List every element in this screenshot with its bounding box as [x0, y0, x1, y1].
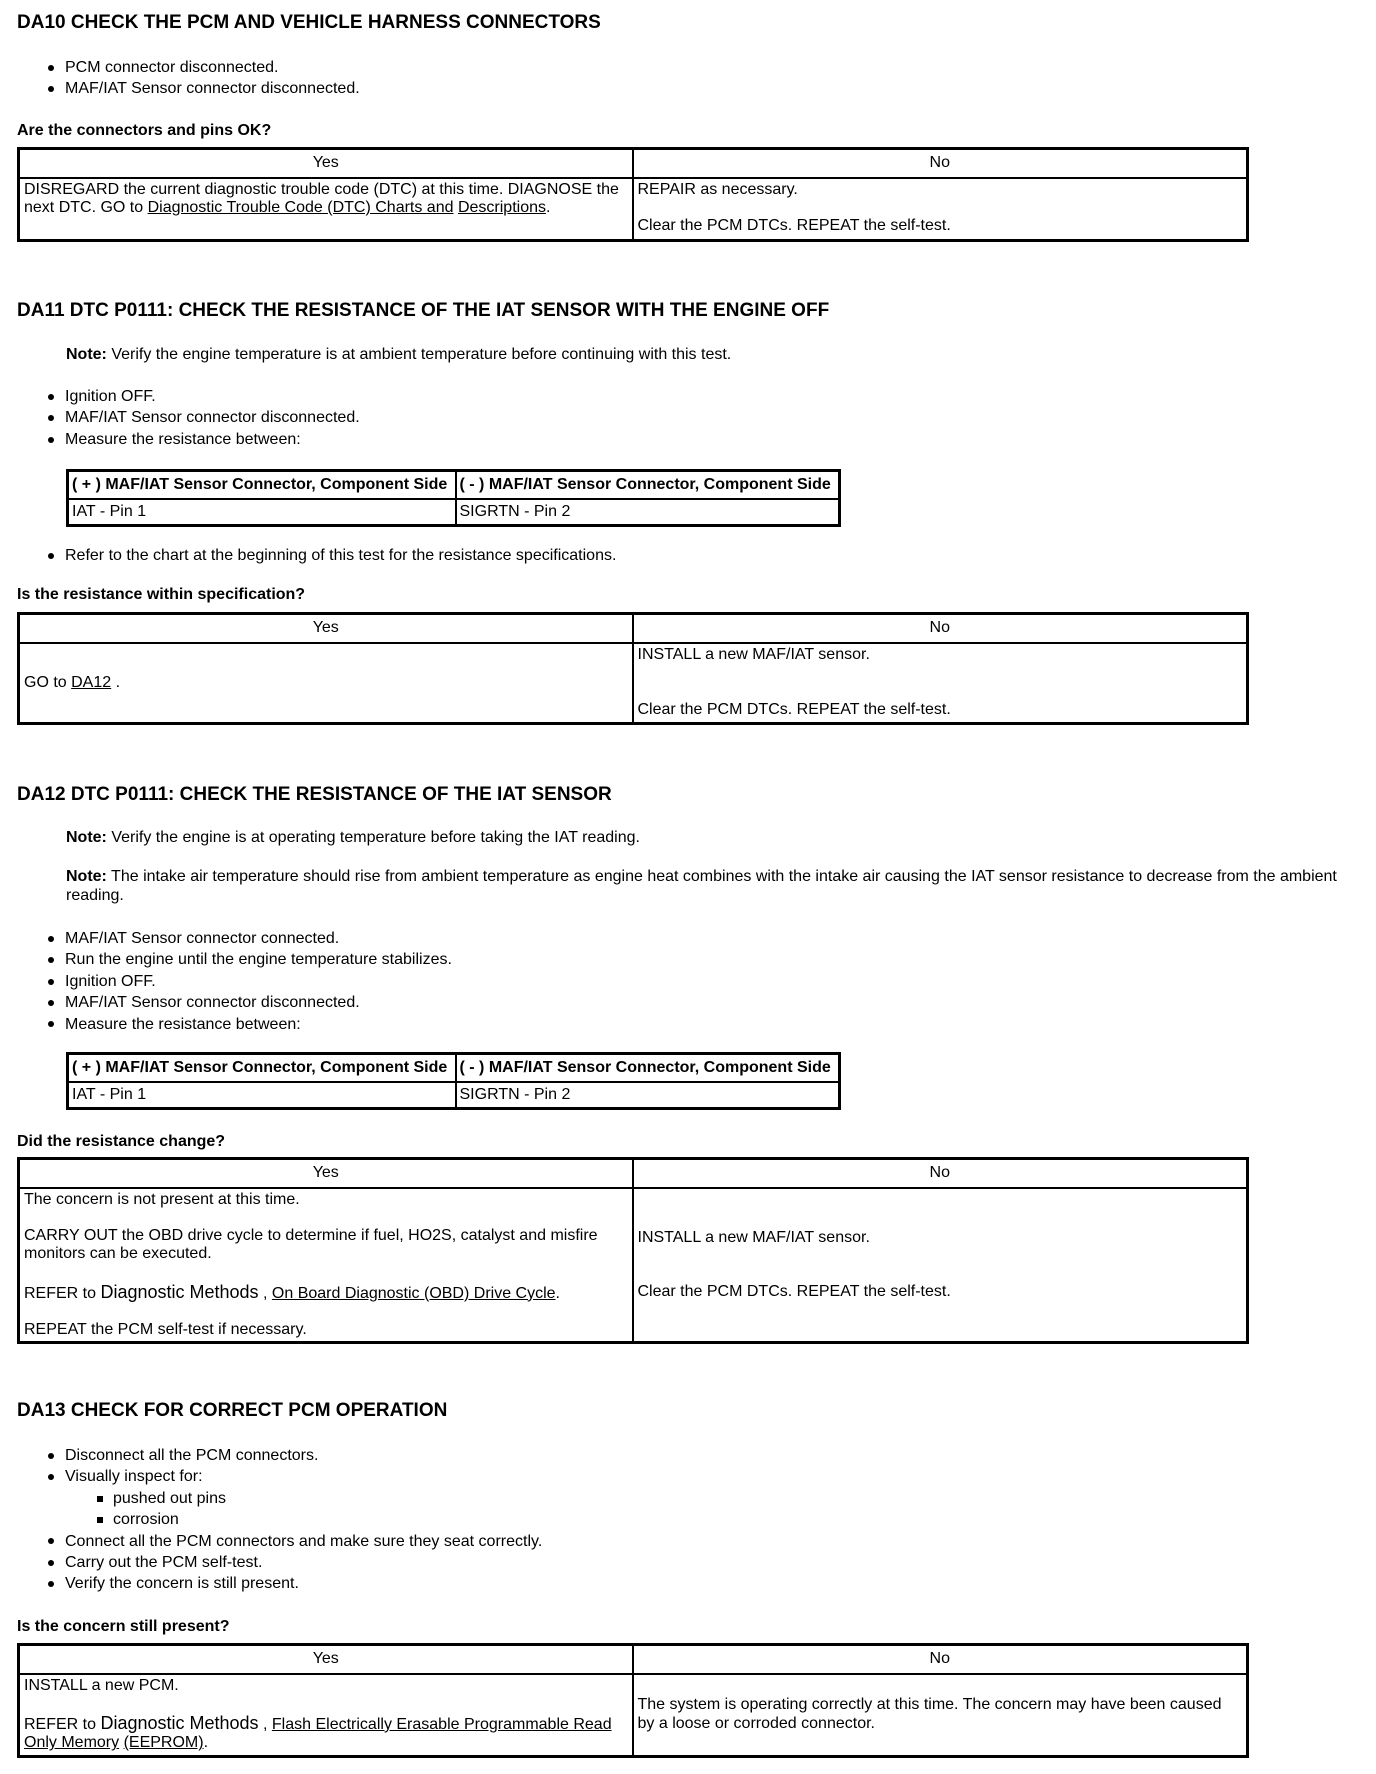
cell-paragraph: The system is operating correctly at this time. The concern may have been caused by a loose or corroded connector. — [637, 1696, 1222, 1732]
step-list-da11-after — [0, 545, 1376, 566]
negative-lead-header: ( - ) MAF/IAT Sensor Connector, Component Side — [456, 1054, 840, 1082]
no-header: No — [633, 614, 1248, 643]
list-item: MAF/IAT Sensor connector disconnected. — [0, 78, 1376, 99]
sub-list-item: corrosion — [0, 1509, 1376, 1530]
negative-lead-pin: SIGRTN - Pin 2 — [456, 1082, 840, 1109]
punctuation: . — [111, 673, 121, 691]
flash-eeprom-link[interactable]: Flash Electrically Erasable Programmable Read Only Memory — [24, 1715, 612, 1752]
sub-list-item: pushed out pins — [0, 1488, 1376, 1509]
cell-paragraph — [24, 181, 622, 218]
note-label: Note: — [66, 868, 107, 885]
result-table-da10 — [17, 147, 1249, 242]
result-table-da11 — [17, 612, 1249, 725]
dtc-charts-link[interactable]: Diagnostic Trouble Code (DTC) Charts and — [147, 198, 454, 216]
cell-paragraph: INSTALL a new MAF/IAT sensor. — [637, 646, 870, 664]
punctuation: . — [545, 198, 551, 216]
yes-text: DISREGARD the current diagnostic trouble code (DTC) at this time. DIAGNOSE the next DTC. GO to — [24, 180, 619, 216]
section-title-da10: DA10 CHECK THE PCM AND VEHICLE HARNESS CONNECTORS — [17, 12, 601, 33]
list-item: Connect all the PCM connectors and make sure they seat correctly. — [0, 1531, 1376, 1552]
list-item: Measure the resistance between: — [0, 1014, 1376, 1035]
list-item: Run the engine until the engine temperature stabilizes. — [0, 949, 1376, 970]
cell-paragraph: INSTALL a new MAF/IAT sensor. — [637, 1228, 870, 1246]
question-da12: Did the resistance change? — [17, 1133, 226, 1150]
note-label: Note: — [66, 829, 107, 846]
separator-text: , — [258, 1284, 272, 1302]
cell-paragraph — [24, 1282, 622, 1303]
punctuation: . — [203, 1734, 209, 1752]
negative-lead-pin: SIGRTN - Pin 2 — [456, 499, 840, 526]
refer-text: REFER to — [24, 1284, 101, 1302]
cell-paragraph: CARRY OUT the OBD drive cycle to determine if fuel, HO2S, catalyst and misfire monitors can be executed. — [24, 1226, 598, 1263]
section-title-da12: DA12 DTC P0111: CHECK THE RESISTANCE OF THE IAT SENSOR — [17, 784, 612, 805]
punctuation: . — [555, 1284, 560, 1302]
diagnostic-methods-ref: Diagnostic Methods — [100, 1712, 259, 1733]
step-list-da11 — [0, 386, 1376, 450]
yes-text: GO to — [24, 673, 72, 691]
obd-drive-cycle-link[interactable]: On Board Diagnostic (OBD) Drive Cycle — [271, 1284, 556, 1302]
positive-lead-header: ( + ) MAF/IAT Sensor Connector, Component Side — [68, 471, 456, 499]
cell-paragraph: The concern is not present at this time. — [24, 1190, 300, 1208]
list-item: MAF/IAT Sensor connector disconnected. — [0, 407, 1376, 428]
list-item: Measure the resistance between: — [0, 429, 1376, 450]
eeprom-link[interactable]: (EEPROM) — [123, 1734, 204, 1752]
list-item: PCM connector disconnected. — [0, 57, 1376, 78]
yes-cell — [19, 643, 633, 724]
yes-cell — [19, 178, 633, 241]
note-label: Note: — [66, 346, 107, 363]
yes-header: Yes — [19, 1645, 633, 1674]
cell-paragraph: Clear the PCM DTCs. REPEAT the self-test. — [637, 216, 951, 234]
no-cell — [633, 1674, 1248, 1757]
negative-lead-header: ( - ) MAF/IAT Sensor Connector, Component Side — [456, 471, 840, 499]
da12-link[interactable]: DA12 — [71, 673, 112, 691]
cell-paragraph: INSTALL a new PCM. — [24, 1676, 179, 1694]
positive-lead-pin: IAT - Pin 1 — [68, 499, 456, 526]
list-item: Refer to the chart at the beginning of this test for the resistance specifications. — [0, 545, 1376, 566]
no-cell — [633, 178, 1248, 241]
note-da11 — [66, 345, 1366, 364]
question-da10: Are the connectors and pins OK? — [17, 122, 272, 139]
result-table-da13 — [17, 1643, 1249, 1758]
positive-lead-header: ( + ) MAF/IAT Sensor Connector, Component Side — [68, 1054, 456, 1082]
yes-cell — [19, 1674, 633, 1757]
note-text: Verify the engine temperature is at ambient temperature before continuing with this test. — [106, 346, 732, 363]
list-item: MAF/IAT Sensor connector connected. — [0, 928, 1376, 949]
separator-text: , — [258, 1715, 272, 1733]
cell-paragraph: REPAIR as necessary. — [637, 180, 798, 198]
list-item: Disconnect all the PCM connectors. — [0, 1445, 1376, 1466]
cell-paragraph: Clear the PCM DTCs. REPEAT the self-test. — [637, 1282, 951, 1300]
section-title-da11: DA11 DTC P0111: CHECK THE RESISTANCE OF THE IAT SENSOR WITH THE ENGINE OFF — [17, 300, 830, 321]
list-item: MAF/IAT Sensor connector disconnected. — [0, 992, 1376, 1013]
note-text: The intake air temperature should rise from ambient temperature as engine heat combines with the intake air causing the IAT sensor resistance to decrease from the ambient reading. — [66, 868, 1337, 904]
yes-cell — [19, 1188, 633, 1343]
no-header: No — [633, 1159, 1248, 1188]
diagnostic-methods-ref: Diagnostic Methods — [100, 1281, 259, 1302]
note-text: Verify the engine is at operating temperature before taking the IAT reading. — [106, 829, 640, 846]
cell-paragraph: Clear the PCM DTCs. REPEAT the self-test. — [637, 700, 951, 718]
no-cell — [633, 1188, 1248, 1343]
measure-table-da12 — [66, 1052, 841, 1110]
no-header: No — [633, 1645, 1248, 1674]
step-list-da10 — [0, 57, 1376, 100]
list-item: Verify the concern is still present. — [0, 1573, 1376, 1594]
list-item: Carry out the PCM self-test. — [0, 1552, 1376, 1573]
refer-text: REFER to — [24, 1715, 101, 1733]
section-title-da13: DA13 CHECK FOR CORRECT PCM OPERATION — [17, 1400, 448, 1421]
positive-lead-pin: IAT - Pin 1 — [68, 1082, 456, 1109]
note-da12-operating-temp — [66, 828, 1366, 847]
note-da12-intake-air — [66, 867, 1366, 905]
yes-header: Yes — [19, 149, 633, 178]
question-da13: Is the concern still present? — [17, 1618, 230, 1635]
result-table-da12 — [17, 1157, 1249, 1344]
list-item: Ignition OFF. — [0, 386, 1376, 407]
question-da11: Is the resistance within specification? — [17, 586, 306, 603]
step-list-da12 — [0, 928, 1376, 1035]
yes-header: Yes — [19, 1159, 633, 1188]
cell-paragraph — [24, 674, 622, 692]
cell-paragraph: REPEAT the PCM self-test if necessary. — [24, 1321, 307, 1339]
descriptions-link[interactable]: Descriptions — [457, 198, 546, 216]
step-list-da13 — [0, 1445, 1376, 1595]
list-item: Visually inspect for: — [0, 1466, 1376, 1487]
yes-header: Yes — [19, 614, 633, 643]
list-item: Ignition OFF. — [0, 971, 1376, 992]
measure-table-da11 — [66, 469, 841, 527]
cell-paragraph — [24, 1713, 622, 1753]
no-header: No — [633, 149, 1248, 178]
no-cell — [633, 643, 1248, 724]
